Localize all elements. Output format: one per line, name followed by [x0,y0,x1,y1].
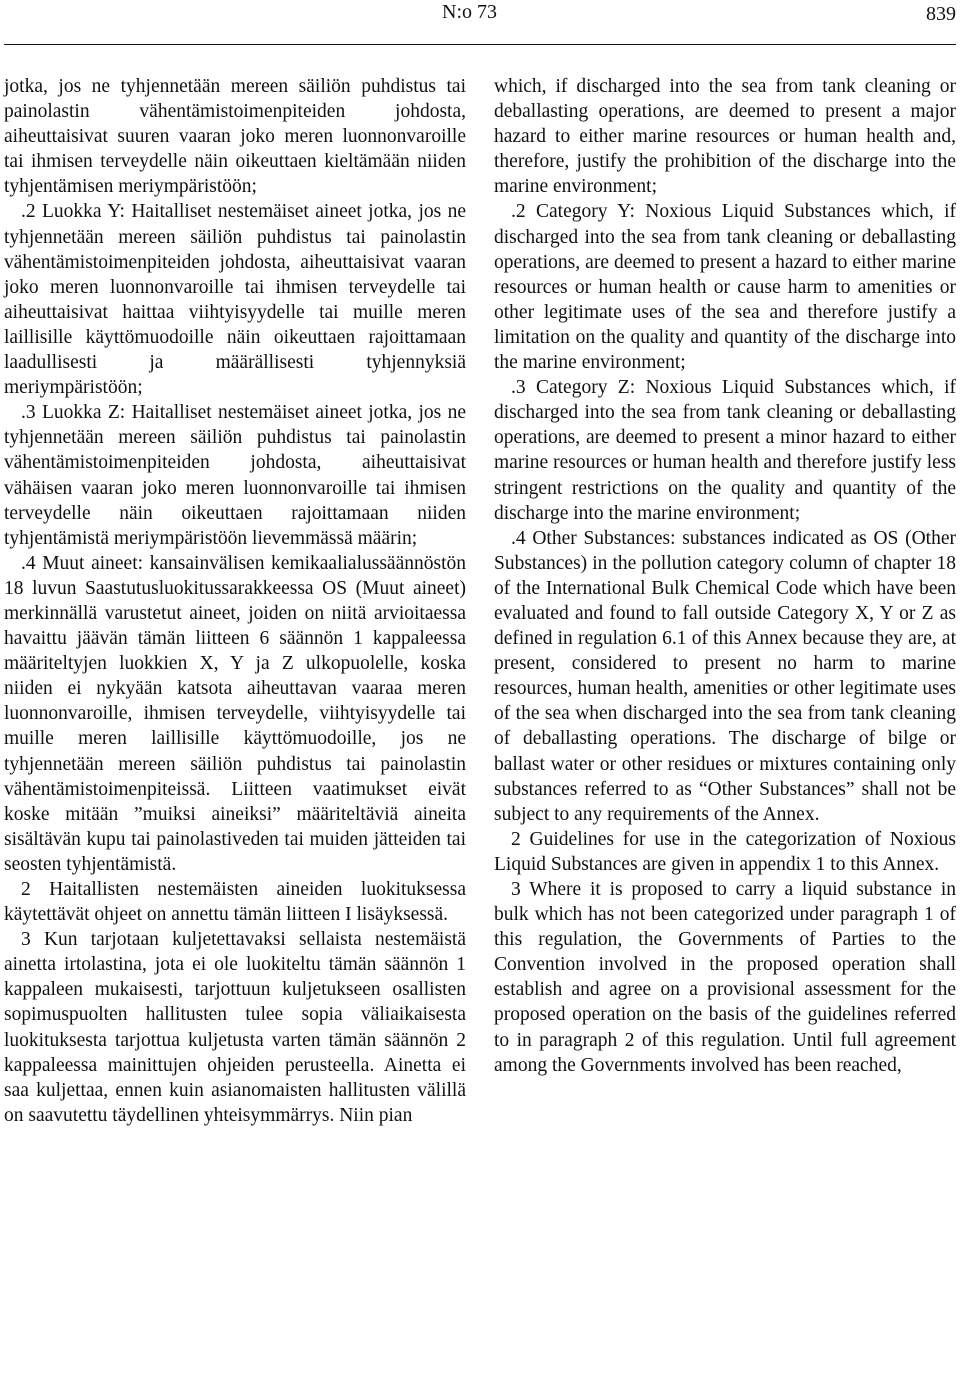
finnish-paragraph-2: .2 Luokka Y: Haitalliset nestemäiset aineet jotka, jos ne tyhjennetään mereen säiliön puhdistus tai painolastin vähentämistoimenpiteiden johdosta, aiheuttaisivat vaaran joko meren luonnonvaroille tai ihmisen terveydelle tai aiheuttaisivat haittaa viihtyisyydelle tai muille meren laillisille käyttömuodoille näin oikeuttaen rajoittamaan laadullisesti ja määrällisesti tyhjennyksiä meriympäristöön; [4,201,466,399]
finnish-paragraph-4: .4 Muut aineet: kansainvälisen kemikaalialussäännöstön 18 luvun Saastutusluokitussarakkeessa OS (Muut aineet) merkinnällä varustetut aineet, joiden on niitä arvioitaessa havaittu jäävän tämän liitteen 6 säännön 1 kappaleessa määriteltyjen luokkien X, Y ja Z ulkopuolelle, koska niiden ei nykyään katsota aiheuttavan vaaraa meren luonnonvaroille, ihmisen terveydelle, viihtyisyydelle tai muille meren laillisille käyttömuodoille, jos ne tyhjennetään mereen säiliön puhdistus tai painolastin vähentämistoimenpiteissä. Liitteen vaatimukset eivät koske mitään ”muiksi aineiksi” määriteltäviä aineita sisältävän kupu tai painolastiveden tai muiden jätteiden tai seosten tyhjentämistä. [4,552,466,875]
english-paragraph-3: .3 Category Z: Noxious Liquid Substances which, if discharged into the sea from tank cleaning or deballasting operations, are deemed to present a minor hazard to either marine resources or human health and therefore justify less stringent restrictions on the quality and quantity of the discharge into the marine environment; [494,377,956,524]
finnish-paragraph-5: 2 Haitallisten nestemäisten aineiden luokituksessa käytettävät ohjeet on annettu tämän liitteen I lisäyksessä. [4,879,466,926]
finnish-paragraph-3: .3 Luokka Z: Haitalliset nestemäiset aineet jotka, jos ne tyhjennetään mereen säiliön puhdistus tai painolastin vähentämistoimenpiteiden johdosta, aiheuttaisivat vähäisen vaaran joko meren luonnonvaroille tai ihmisen terveydelle näin oikeuttaen rajoittamaan niiden tyhjentämistä meriympäristöön lievemmässä määrin; [4,402,466,549]
header-rule [4,44,956,45]
english-paragraph-1: which, if discharged into the sea from tank cleaning or deballasting operations, are deemed to present a major hazard to either marine resources or human health and, therefore, justify the prohibition of the discharge into the marine environment; [494,76,956,198]
english-column [494,74,956,1078]
finnish-paragraph-6: 3 Kun tarjotaan kuljetettavaksi sellaista nestemäistä ainetta irtolastina, jota ei ole luokiteltu tämän säännön 1 kappaleen mukaisesti, tarjottuun kuljetukseen osallisten sopimuspuolten hallitusten tulee sopia väliaikaisesta luokituksesta tarjottua kuljetusta varten tämän säännön 2 kappaleessa mainittujen ohjeiden perusteella. Ainetta ei saa kuljettaa, ennen kuin asianomaisten hallitusten välillä on saavutettu täydellinen yhteisymmärrys. Niin pian [4,929,466,1126]
english-paragraph-4: .4 Other Substances: substances indicated as OS (Other Substances) in the pollution category column of chapter 18 of the International Bulk Chemical Code which have been evaluated and found to fall outside Category X, Y or Z as defined in regulation 6.1 of this Annex because they are, at present, considered to present no harm to marine resources, human health, amenities or other legitimate uses of the sea when discharged into the sea from tank cleaning of deballasting operations. The discharge of bilge or ballast water or other residues or mixtures containing only substances referred to as “Other Substances” shall not be subject to any requirements of the Annex. [494,527,956,825]
page-number: 839 [926,3,956,25]
finnish-column [4,74,466,1128]
english-paragraph-5: 2 Guidelines for use in the categorization of Noxious Liquid Substances are given in appendix 1 to this Annex. [494,828,956,875]
issue-number: N:o 73 [442,1,497,23]
page-header [0,0,960,40]
english-paragraph-6: 3 Where it is proposed to carry a liquid substance in bulk which has not been categorized under paragraph 1 of this regulation, the Governments of Parties to the Convention involved in the proposed operation shall establish and agree on a provisional assessment for the proposed operation on the basis of the guidelines referred to in paragraph 2 of this regulation. Until full agreement among the Governments involved has been reached, [494,879,956,1076]
finnish-paragraph-1: jotka, jos ne tyhjennetään mereen säiliön puhdistus tai painolastin vähentämistoimenpiteiden johdosta, aiheuttaisivat suuren vaaran joko meren luonnonvaroille tai ihmisen terveydelle näin oikeuttaen kieltämään niiden tyhjentämisen meriympäristöön; [4,76,466,198]
english-paragraph-2: .2 Category Y: Noxious Liquid Substances which, if discharged into the sea from tank cleaning or deballasting operations, are deemed to present a hazard to either marine resources or human health or cause harm to amenities or other legitimate uses of the sea and therefore justify a limitation on the quality and quantity of the discharge into the marine environment; [494,201,956,374]
